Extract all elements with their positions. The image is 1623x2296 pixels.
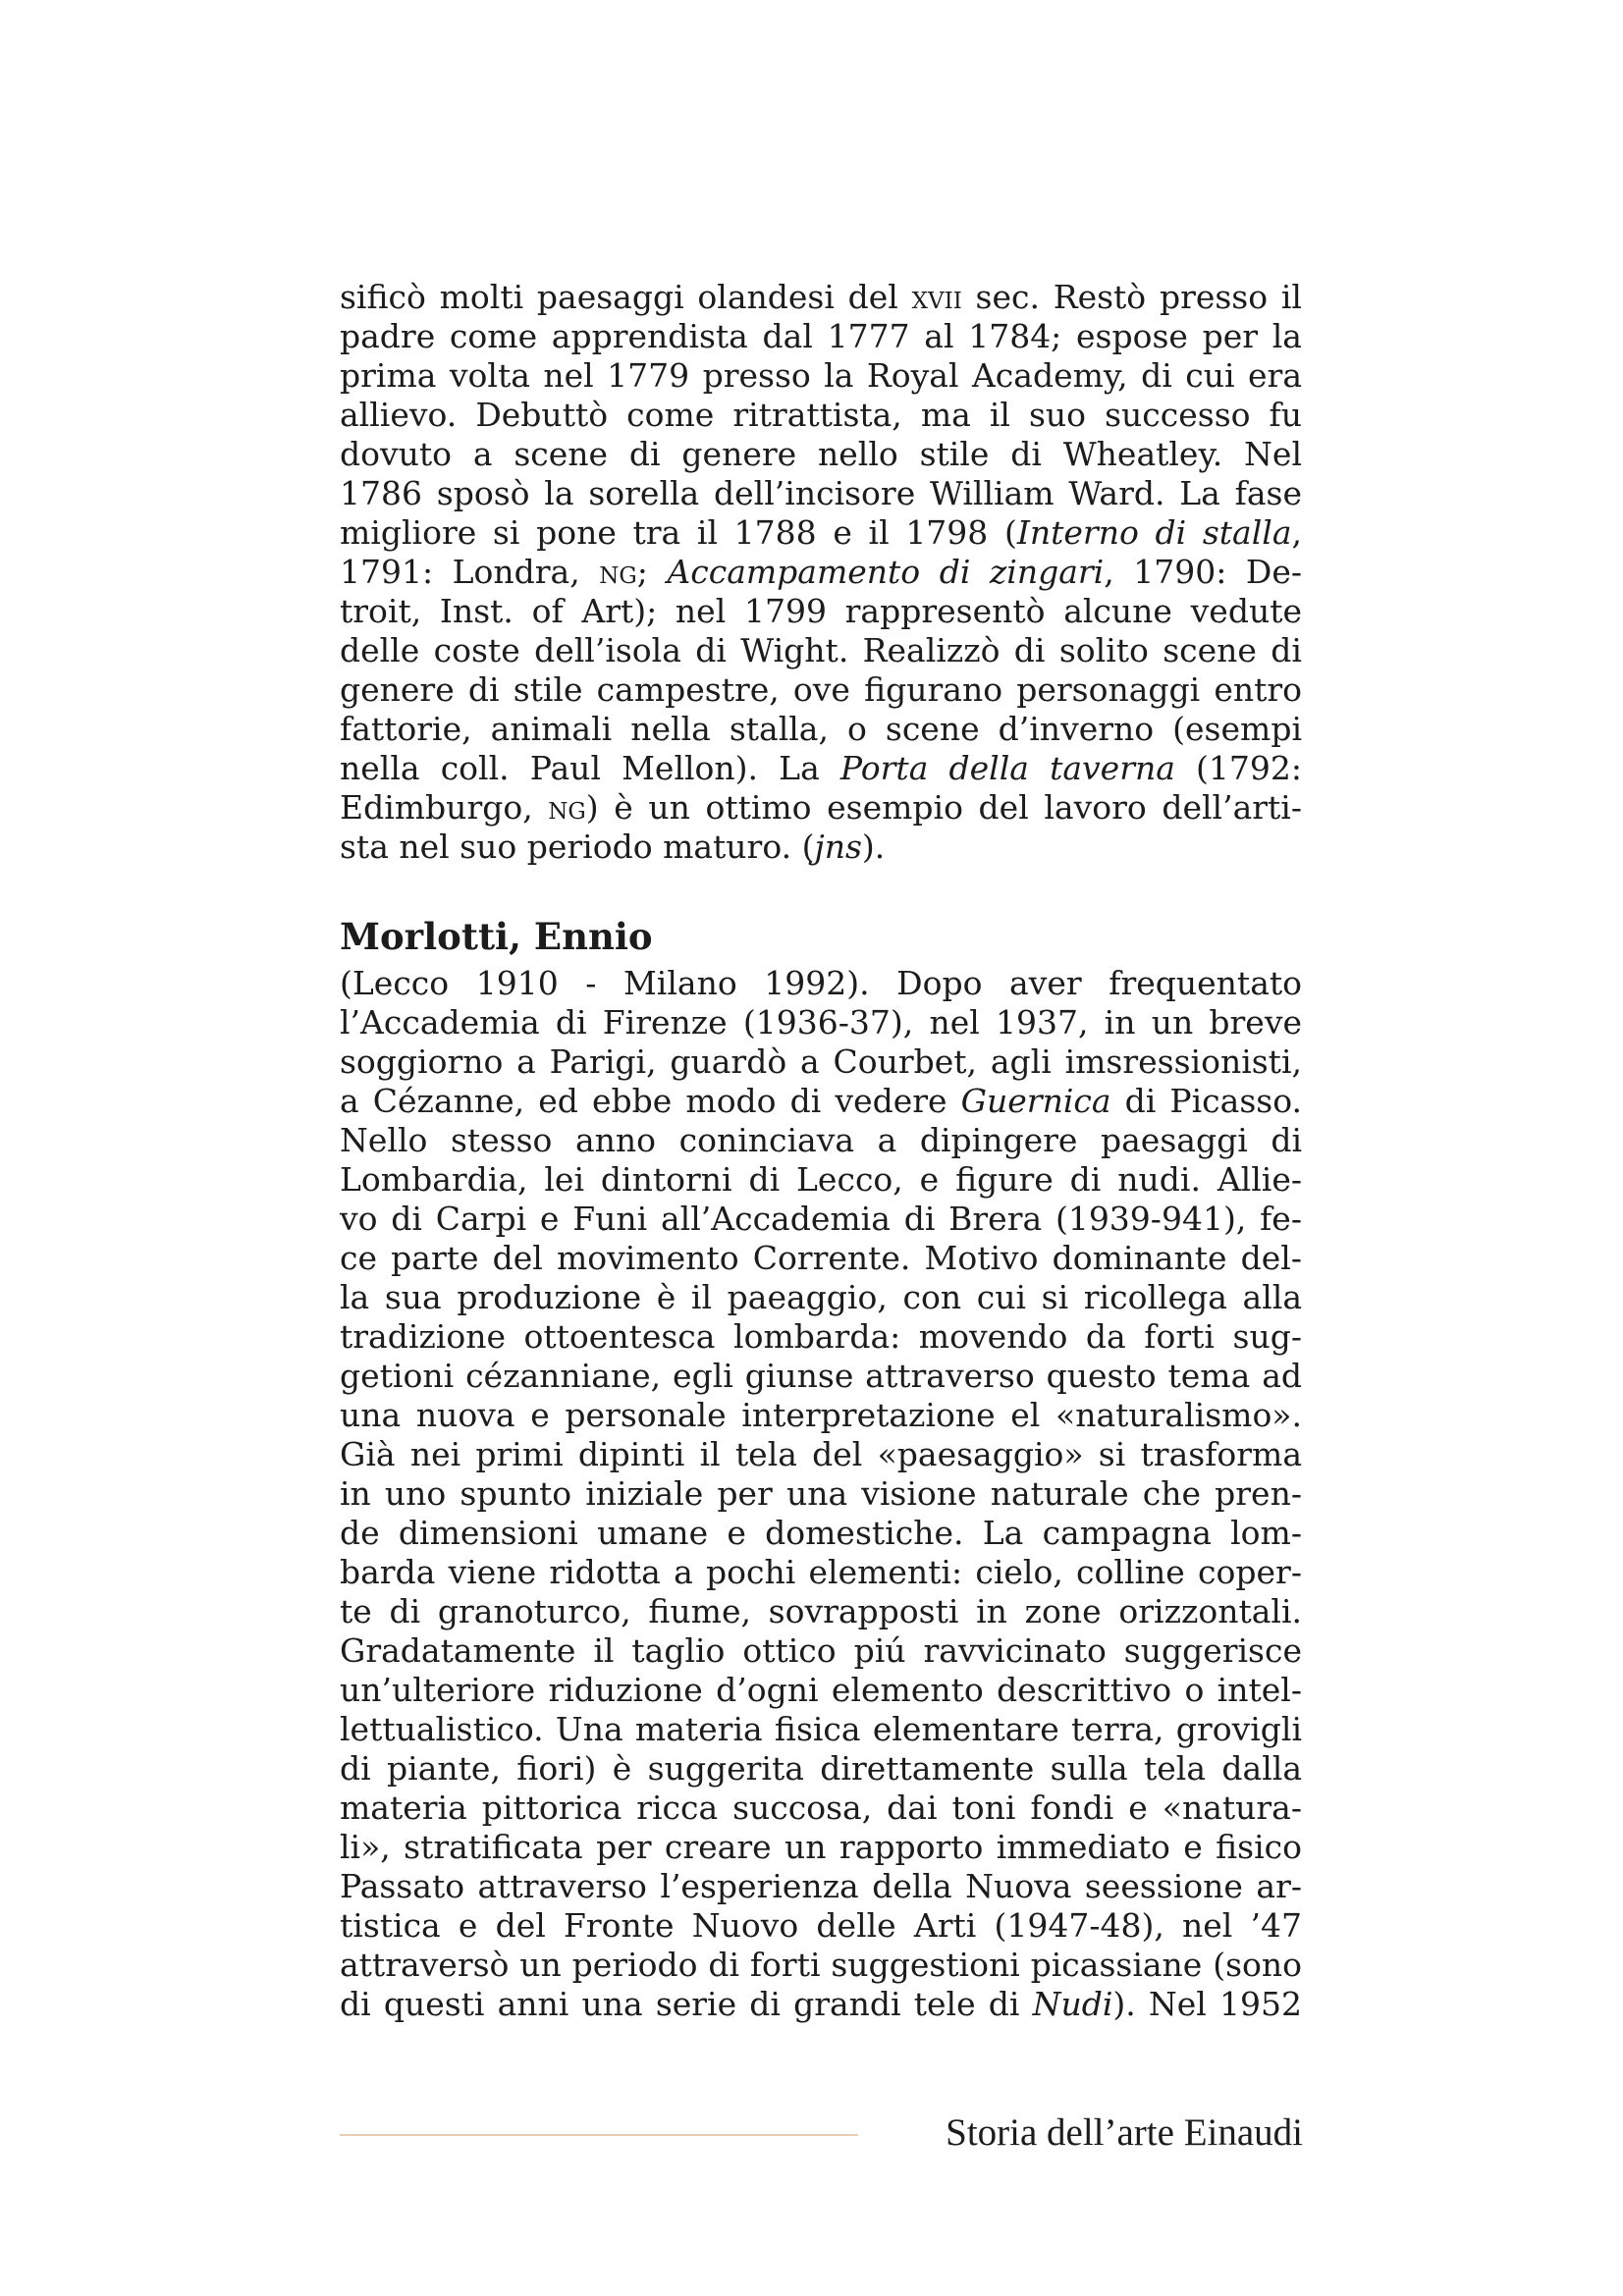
text-run: getioni cézanniane, egli giunse attraverso questo tema ad (340, 1357, 1302, 1395)
text-line (340, 1160, 1302, 1200)
italic-title: Nudi (1032, 1985, 1113, 2023)
text-line (340, 356, 1302, 396)
entry-heading: Morlotti, Ennio (340, 915, 653, 958)
text-line (340, 964, 1302, 1003)
text-run: l’Accademia di Firenze (1936-37), nel 1937, in un breve (340, 1003, 1302, 1041)
text-run: (Lecco 1910 - Milano 1992). Dopo aver frequentato (340, 964, 1302, 1002)
text-line (340, 396, 1302, 435)
text-run: padre come apprendista dal 1777 al 1784; espose per la (340, 317, 1302, 355)
text-line (340, 828, 1302, 867)
text-line (340, 1317, 1302, 1357)
text-run: lettualistico. Una materia fisica elementare terra, grovigli (340, 1710, 1302, 1748)
text-line (340, 1239, 1302, 1278)
text-line (340, 749, 1302, 788)
small-caps-abbr: ng (548, 788, 586, 827)
text-run: , 1790: De- (1104, 553, 1302, 591)
text-line (340, 1749, 1302, 1789)
italic-title: Interno di stalla (1016, 513, 1292, 552)
text-line (340, 1867, 1302, 1906)
small-caps-abbr: xvii (911, 278, 962, 316)
text-run: ce parte del movimento Corrente. Motivo dominante del- (340, 1239, 1302, 1277)
previous-entry-text (340, 278, 1302, 867)
text-run: di Picasso. (1110, 1082, 1302, 1120)
italic-title: jns (814, 828, 862, 866)
text-run: Passato attraverso l’esperienza della Nuova seessione ar- (340, 1867, 1302, 1905)
italic-title: Guernica (960, 1082, 1111, 1120)
text-line (340, 1082, 1302, 1121)
text-run: Gradatamente il taglio ottico piú ravvicinato suggerisce (340, 1631, 1302, 1670)
text-run: de dimensioni umane e domestiche. La campagna lom- (340, 1514, 1302, 1552)
footer-title: Storia dell’arte Einaudi (946, 2111, 1303, 2154)
text-run: fattorie, animali nella stalla, o scene d’inverno (esempi (340, 710, 1302, 748)
text-line (340, 317, 1302, 356)
text-run: tradizione ottoentesca lombarda: movendo da forti sug- (340, 1317, 1302, 1356)
text-line (340, 788, 1302, 828)
text-run: sta nel suo periodo maturo. ( (340, 828, 815, 866)
small-caps-abbr: ng (599, 553, 637, 591)
text-line (340, 1789, 1302, 1828)
text-line (340, 1906, 1302, 1946)
text-run: la sua produzione è il paeaggio, con cui si ricollega alla (340, 1278, 1302, 1316)
text-run: tistica e del Fronte Nuovo delle Arti (1947-48), nel ’47 (340, 1906, 1302, 1945)
text-run: ) è un ottimo esempio del lavoro dell’arti- (585, 788, 1302, 827)
text-run: (1792: (1174, 749, 1303, 787)
text-run: te di granoturco, fiume, sovrapposti in zone orizzontali. (340, 1592, 1302, 1630)
text-line (340, 278, 1302, 317)
text-run: migliore si pone tra il 1788 e il 1798 ( (340, 513, 1017, 552)
text-run: Edimburgo, (340, 788, 549, 827)
text-line (340, 1435, 1302, 1474)
text-line (340, 631, 1302, 670)
text-run: a Cézanne, ed ebbe modo di vedere (340, 1082, 961, 1120)
text-line (340, 710, 1302, 749)
footer-divider (340, 2134, 858, 2136)
text-line (340, 1200, 1302, 1239)
text-line (340, 1003, 1302, 1042)
text-line (340, 1985, 1302, 2024)
text-line (340, 474, 1302, 513)
text-run: Già nei primi dipinti il tela del «paesaggio» si trasforma (340, 1435, 1302, 1473)
entry-body-text (340, 964, 1302, 2024)
text-run: sec. Restò presso il (961, 278, 1302, 316)
text-run: un’ulteriore riduzione d’ogni elemento descrittivo o intel- (340, 1671, 1302, 1709)
text-run: in uno spunto iniziale per una visione naturale che pren- (340, 1474, 1302, 1513)
text-run: ). (861, 828, 886, 866)
text-run: dovuto a scene di genere nello stile di Wheatley. Nel (340, 435, 1302, 473)
text-line (340, 1474, 1302, 1514)
text-run: li», stratificata per creare un rapporto immediato e fisico (340, 1828, 1302, 1866)
text-line (340, 435, 1302, 474)
text-line (340, 1357, 1302, 1396)
text-line (340, 1278, 1302, 1317)
text-line (340, 592, 1302, 631)
text-line (340, 1042, 1302, 1082)
text-run: ). Nel 1952 (1112, 1985, 1302, 2023)
italic-title: Accampamento di zingari (667, 553, 1105, 591)
text-run: una nuova e personale interpretazione el «naturalismo». (340, 1396, 1302, 1434)
text-line (340, 1592, 1302, 1631)
text-run: attraversò un periodo di forti suggestioni picassiane (sono (340, 1946, 1302, 1984)
text-run: nella coll. Paul Mellon). La (340, 749, 840, 787)
italic-title: Porta della taverna (839, 749, 1175, 787)
text-run: prima volta nel 1779 presso la Royal Academy, di cui era (340, 356, 1302, 395)
text-run: delle coste dell’isola di Wight. Realizzò di solito scene di (340, 631, 1302, 669)
text-line (340, 1946, 1302, 1985)
text-run: genere di stile campestre, ove figurano personaggi entro (340, 670, 1302, 709)
text-line (340, 553, 1302, 592)
text-run: soggiorno a Parigi, guardò a Courbet, agli imsressionisti, (340, 1042, 1302, 1081)
text-run: di questi anni una serie di grandi tele di (340, 1985, 1033, 2023)
text-run: barda viene ridotta a pochi elementi: cielo, colline coper- (340, 1553, 1302, 1591)
text-run: 1786 sposò la sorella dell’incisore William Ward. La fase (340, 474, 1302, 512)
text-line (340, 1710, 1302, 1749)
text-run: sificò molti paesaggi olandesi del (340, 278, 912, 316)
text-line (340, 513, 1302, 553)
text-line (340, 1631, 1302, 1671)
text-run: di piante, fiori) è suggerita direttamente sulla tela dalla (340, 1749, 1302, 1788)
text-run: materia pittorica ricca succosa, dai toni fondi e «natura- (340, 1789, 1302, 1827)
text-run: vo di Carpi e Funi all’Accademia di Brera (1939-941), fe- (340, 1200, 1302, 1238)
text-run: troit, Inst. of Art); nel 1799 rappresentò alcune vedute (340, 592, 1302, 630)
text-line (340, 1828, 1302, 1867)
text-run: allievo. Debuttò come ritrattista, ma il suo successo fu (340, 396, 1302, 434)
text-run: Nello stesso anno coninciava a dipingere paesaggi di (340, 1121, 1302, 1159)
text-line (340, 670, 1302, 710)
text-line (340, 1121, 1302, 1160)
text-line (340, 1514, 1302, 1553)
text-line (340, 1553, 1302, 1592)
text-run: ; (636, 553, 668, 591)
text-run: 1791: Londra, (340, 553, 600, 591)
text-line (340, 1396, 1302, 1435)
text-line (340, 1671, 1302, 1710)
text-run: Lombardia, lei dintorni di Lecco, e figure di nudi. Allie- (340, 1160, 1302, 1199)
text-run: , (1291, 513, 1302, 552)
